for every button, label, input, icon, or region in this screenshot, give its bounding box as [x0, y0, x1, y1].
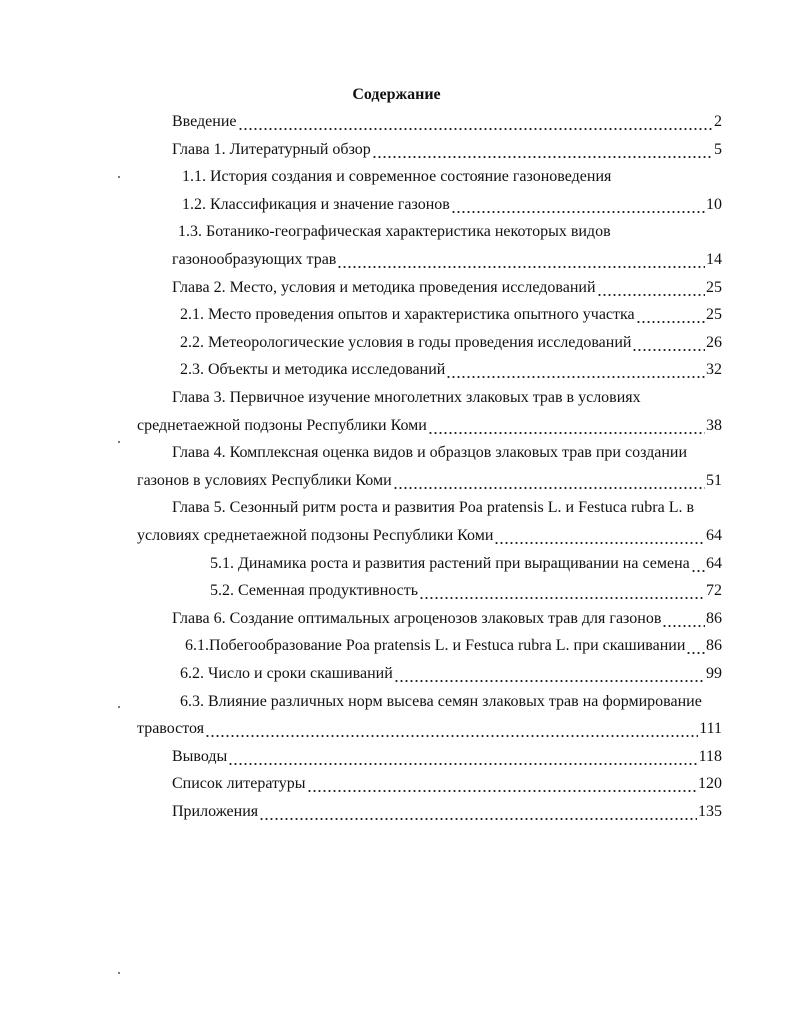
toc-entry [137, 526, 722, 546]
toc-entry-title: Глава 6. Создание оптимальных агроценозов злаковых трав для газонов [172, 609, 662, 627]
toc-entry-title: среднетаежной подзоны Республики Коми [137, 416, 427, 434]
dot-leader [238, 112, 714, 132]
toc-entry-page: 10 [706, 195, 722, 213]
toc-entry-page: 64 [706, 554, 722, 572]
toc-entry-page: 14 [706, 251, 722, 268]
toc-entry [172, 278, 722, 298]
toc-entry [185, 636, 722, 656]
dot-leader [446, 360, 705, 380]
toc-entry-title: Выводы [172, 747, 228, 765]
toc-entry-page: 25 [706, 306, 722, 324]
scan-speck [118, 176, 120, 178]
toc-entry [172, 609, 722, 629]
toc-entry-page: 26 [706, 333, 722, 351]
toc-entry-title: 5.1. Динамика роста и развития растений при выращивании на семена [210, 554, 690, 572]
dot-leader [494, 526, 705, 546]
toc-entry-title: 1.2. Классификация и значение газонов [182, 195, 450, 213]
toc-entry [180, 664, 722, 684]
toc-entry-page: 72 [706, 582, 722, 600]
toc-entry [172, 112, 722, 132]
toc-entry [137, 471, 722, 491]
toc-entry [172, 498, 694, 518]
toc-entry-page: 51 [706, 471, 722, 489]
toc-entry [180, 360, 722, 380]
toc-entry-page: 86 [706, 637, 722, 655]
toc-entry-title: условиях среднетаежной подзоны Республики Коми [137, 527, 494, 544]
dot-leader [632, 333, 705, 353]
toc-entry [180, 692, 702, 712]
toc-entry [180, 305, 722, 325]
toc-entry [182, 167, 611, 187]
toc-entry-page: 86 [706, 609, 722, 627]
toc-entry [210, 581, 722, 601]
toc-entry-page: 64 [706, 527, 722, 544]
toc-entry-title: газонов в условиях Республики Коми [137, 471, 392, 489]
toc-entry-page: 111 [699, 720, 722, 738]
toc-entry-page: 32 [706, 361, 722, 379]
toc-entry [172, 747, 722, 767]
toc-entry-page: 99 [706, 665, 722, 682]
toc-entry-title: Глава 1. Литературный обзор [172, 140, 371, 158]
toc-entry [172, 388, 641, 408]
toc-entry-page: 5 [714, 140, 722, 158]
toc-entry [172, 774, 722, 794]
toc-entry [137, 416, 722, 436]
toc-entry-title: Список литературы [172, 775, 306, 793]
dot-leader [428, 416, 705, 436]
toc-entry [172, 250, 722, 270]
toc-entry-page: 120 [698, 775, 722, 793]
dot-leader [394, 664, 705, 684]
toc-entry [180, 333, 722, 353]
toc-entry-page: 135 [698, 803, 722, 820]
dot-leader [393, 471, 705, 491]
page-title: Содержание [352, 86, 441, 103]
scan-speck [118, 706, 120, 708]
dot-leader [636, 305, 705, 325]
toc-entry [178, 222, 611, 242]
toc-entry-title: Глава 3. Первичное изучение многолетних злаковых трав в условиях [172, 389, 641, 406]
dot-leader [597, 278, 705, 298]
toc-entry-title: 2.1. Место проведения опытов и характеристика опытного участка [180, 306, 635, 324]
toc-entry [137, 719, 722, 739]
toc-entry-page: 118 [698, 747, 722, 765]
dot-leader [259, 802, 697, 822]
scan-speck [118, 441, 120, 443]
toc-entry-title: 6.1.Побегообразование Poa pratensis L. и Festuca rubra L. при скашивании [185, 637, 686, 655]
toc-entry-page: 38 [706, 416, 722, 434]
toc-entry [172, 443, 687, 463]
scan-speck [118, 972, 120, 974]
toc-entry [172, 802, 722, 822]
toc-entry-title: Приложения [172, 803, 259, 820]
toc-entry-title: Глава 5. Сезонный ритм роста и развития Poa pratensis L. и Festuca rubra L. в [172, 499, 695, 517]
toc-entry-title: газонообразующих трав [172, 251, 337, 268]
toc-entry-title: 5.2. Семенная продуктивность [210, 582, 419, 600]
toc-entry-title: 1.3. Ботанико-географическая характеристика некоторых видов [178, 223, 611, 241]
dot-leader [662, 609, 705, 629]
toc-entry [182, 195, 722, 215]
toc-entry-page: 2 [714, 113, 722, 130]
toc-entry-title: 2.3. Объекты и методика исследований [180, 361, 446, 379]
toc-entry-title: 6.2. Число и сроки скашиваний [180, 665, 393, 682]
toc-entry-title: Глава 2. Место, условия и методика проведения исследований [172, 278, 596, 296]
dot-leader [337, 250, 705, 270]
dot-leader [372, 140, 713, 160]
toc-entry-title: 1.1. История создания и современное состояние газоноведения [182, 168, 612, 186]
toc-entry [172, 140, 722, 160]
dot-leader [205, 719, 698, 739]
dot-leader [691, 554, 705, 574]
toc-entry-title: травостоя [137, 720, 205, 738]
toc-entry [210, 554, 722, 574]
dot-leader [228, 747, 697, 767]
toc-entry-title: Глава 4. Комплексная оценка видов и образцов злаковых трав при создании [172, 444, 688, 462]
toc-entry-title: 2.2. Метеорологические условия в годы проведения исследований [180, 333, 632, 351]
dot-leader [451, 195, 705, 215]
toc-entry-title: 6.3. Влияние различных норм высева семян злаковых трав на формирование [180, 692, 702, 710]
toc-entry-page: 25 [706, 278, 722, 296]
dot-leader [686, 636, 705, 656]
dot-leader [419, 581, 705, 601]
dot-leader [307, 774, 697, 794]
toc-entry-title: Введение [172, 113, 237, 130]
